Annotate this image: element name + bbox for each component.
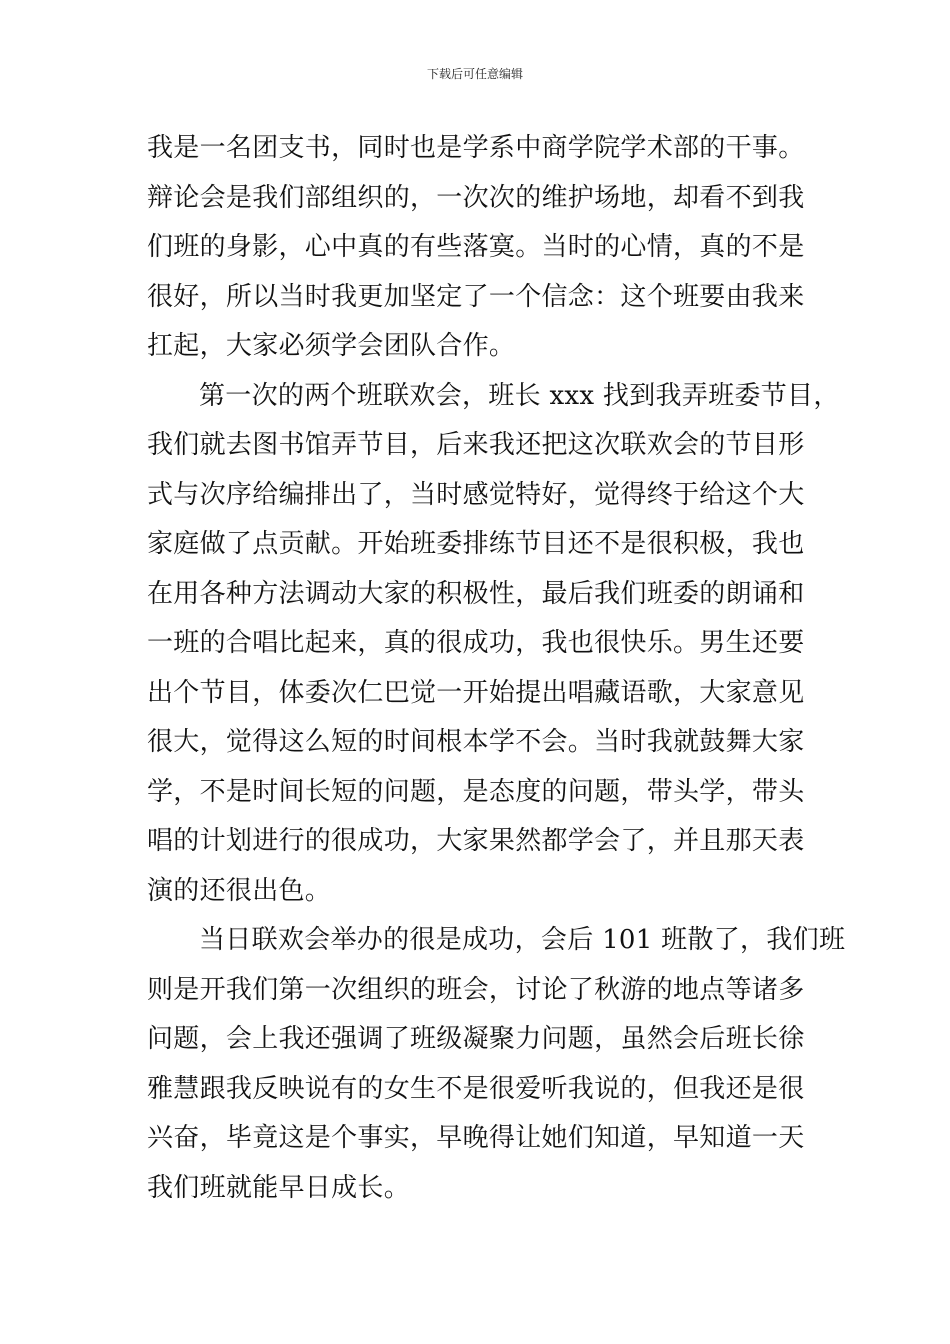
paragraph-line: 学，不是时间长短的问题，是态度的问题，带头学，带头 — [147, 776, 805, 807]
paragraph-2 — [147, 372, 840, 917]
paragraph-line: 在用各种方法调动大家的积极性，最后我们班委的朗诵和 — [147, 578, 805, 609]
paragraph-line: 当日联欢会举办的很是成功，会后 101 班散了，我们班 — [199, 925, 846, 955]
paragraph-line: 兴奋，毕竟这是个事实，早晚得让她们知道，早知道一天 — [147, 1123, 805, 1153]
paragraph-line: 很好，所以当时我更加坚定了一个信念：这个班要由我来 — [147, 281, 805, 312]
paragraph-line: 很大，觉得这么短的时间根本学不会。当时我就鼓舞大家 — [147, 727, 805, 757]
paragraph-line: 我们就去图书馆弄节目，后来我还把这次联欢会的节目形 — [147, 430, 805, 460]
paragraph-line: 我们班就能早日成长。 — [147, 1172, 411, 1203]
paragraph-line: 演的还很出色。 — [147, 875, 332, 906]
paragraph-line: 出个节目，体委次仁巴觉一开始提出唱藏语歌，大家意见 — [147, 677, 805, 708]
paragraph-line: 辩论会是我们部组织的，一次次的维护场地，却看不到我 — [147, 182, 805, 213]
paragraph-line: 家庭做了点贡献。开始班委排练节目还不是很积极，我也 — [147, 529, 805, 559]
paragraph-line: 则是开我们第一次组织的班会，讨论了秋游的地点等诸多 — [147, 974, 805, 1005]
paragraph-line: 式与次序给编排出了，当时感觉特好，觉得终于给这个大 — [147, 479, 805, 510]
paragraph-line: 问题，会上我还强调了班级凝聚力问题，虽然会后班长徐 — [147, 1024, 805, 1054]
paragraph-line: 唱的计划进行的很成功，大家果然都学会了，并且那天表 — [147, 826, 805, 856]
page-header: 下载后可任意编辑 — [426, 67, 523, 81]
document-body — [147, 124, 846, 1213]
paragraph-line: 一班的合唱比起来，真的很成功，我也很快乐。男生还要 — [147, 628, 805, 658]
paragraph-line: 我是一名团支书，同时也是学系中商学院学术部的干事。 — [147, 133, 805, 163]
paragraph-line: 们班的身影，心中真的有些落寞。当时的心情，真的不是 — [147, 232, 805, 262]
paragraph-line: 雅慧跟我反映说有的女生不是很爱听我说的，但我还是很 — [147, 1073, 805, 1104]
paragraph-1 — [147, 124, 807, 372]
paragraph-line: 扛起，大家必须学会团队合作。 — [147, 331, 516, 361]
paragraph-line: 第一次的两个班联欢会，班长 xxx 找到我弄班委节目， — [199, 380, 840, 411]
paragraph-3 — [147, 916, 846, 1213]
